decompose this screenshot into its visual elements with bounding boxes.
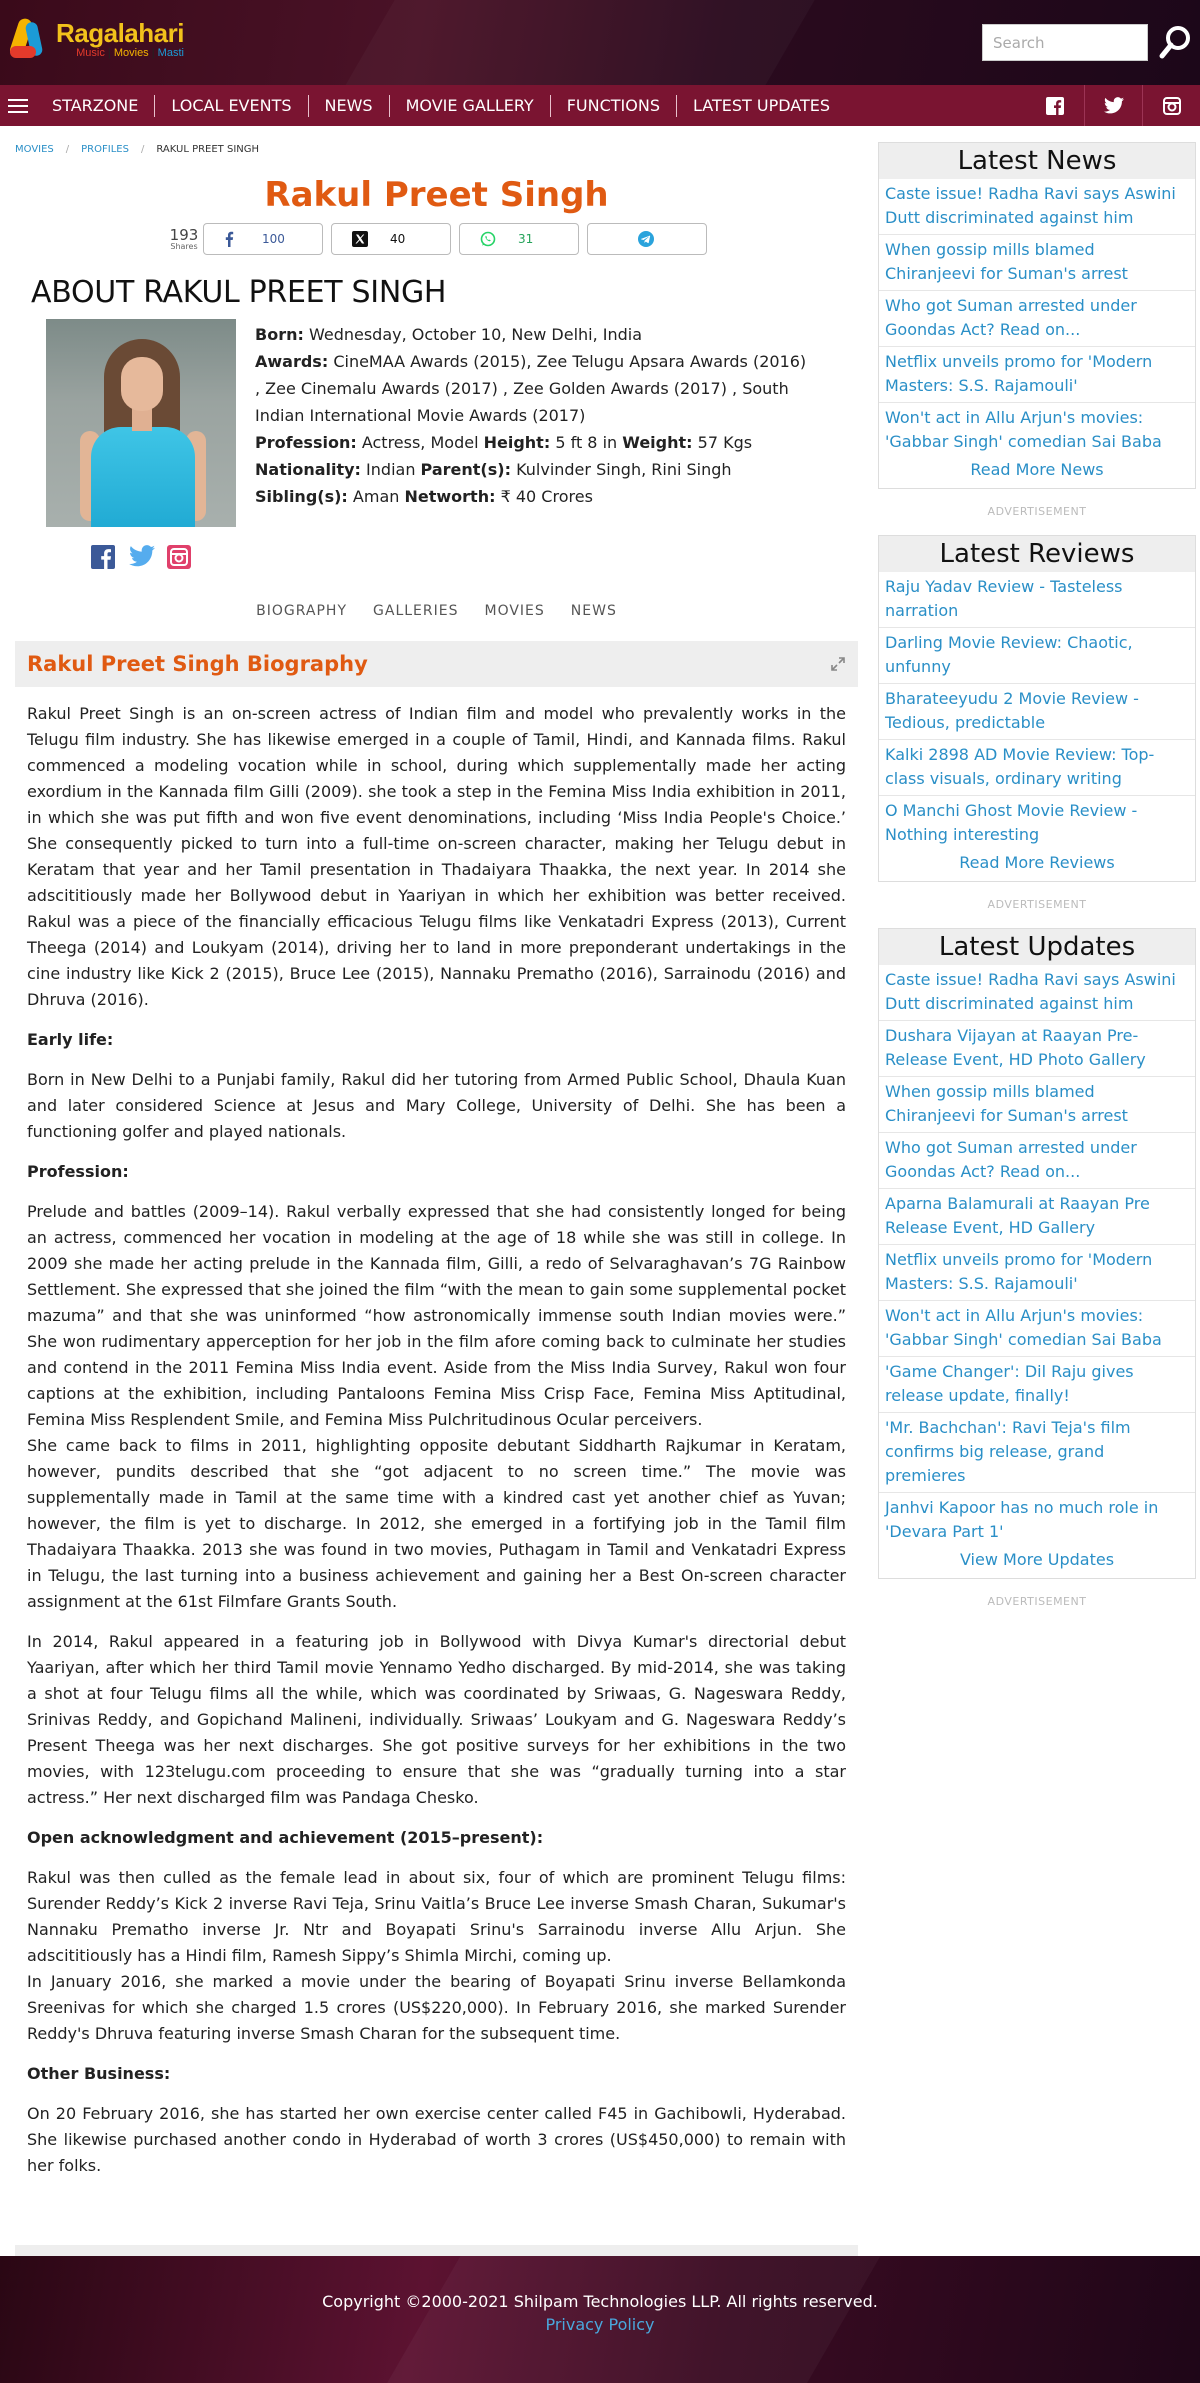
about-heading: ABOUT RAKUL PREET SINGH [31, 275, 447, 310]
section-tabs [15, 603, 858, 619]
awards-value: CineMAA Awards (2015), Zee Telugu Apsara Awards (2016) , Zee Cinemalu Awards (2017) , Zee Golden Awards (2017) , South Indian International Movie Awards (2017) [255, 352, 807, 425]
logo-name: Ragalahari [56, 18, 184, 48]
advertisement-label: ADVERTISEMENT [987, 505, 1087, 518]
bio-intro: Rakul Preet Singh is an on-screen actress of Indian film and model who prevalently works in the Telugu film industry. She has likewise emerged in a couple of Tamil, Hindi, and Kannada films. Rakul commenced a modeling vocation while in school, during which supplementally made her acting exordium in the Kannada film Gilli (2009). she took a step in the Femina Miss India exhibition in 2011, in which she was put fifth and won five event denominations, including ‘Miss India People's Choice.’ She consequently picked to turn into a full-time on-screen character, making her Telugu debut in Keratam that year and her Tamil presentation in Thadaiyara Thaakka, the next year. In 2014 she adscititiously made her Bollywood debut in Yaariyan in which her exhibition was better received. Rakul was a piece of the financially efficacious Telugu films like Venkatadri Express (2013), Current Theega (2014) and Loukyam (2014), driving her to land in more preponderant undertakings in the cine industry like Kick 2 (2015), Bruce Lee (2015), Nannaku Prematho (2016), Sarrainodu (2016) and Dhruva (2016). [27, 704, 846, 1009]
networth-value: ₹ 40 Crores [500, 487, 593, 506]
update-item[interactable]: Who got Suman arrested under Goondas Act? Read on... [879, 1133, 1195, 1189]
update-item[interactable]: Aparna Balamurali at Raayan Pre Release Event, HD Gallery [879, 1189, 1195, 1245]
share-facebook-button[interactable] [203, 223, 323, 255]
x-icon [352, 231, 368, 247]
logo-icon [10, 14, 54, 66]
main-nav [0, 85, 1200, 126]
share-whatsapp-button[interactable] [459, 223, 579, 255]
facebook-icon [224, 231, 234, 247]
nav-item-latest-updates[interactable]: LATEST UPDATES [692, 95, 830, 115]
nationality-value: Indian [366, 460, 416, 479]
advertisement-label: ADVERTISEMENT [987, 1595, 1087, 1608]
update-item[interactable]: 'Mr. Bachchan': Ravi Teja's film confirms big release, grand premieres [879, 1413, 1195, 1493]
facebook-icon[interactable] [1026, 85, 1084, 126]
review-item[interactable]: Bharateeyudu 2 Movie Review - Tedious, predictable [879, 684, 1195, 740]
page-title: Rakul Preet Singh [264, 175, 609, 215]
logo-tagline: Music | Movies | Masti [76, 47, 184, 59]
profession-value: Actress, Model [361, 433, 479, 452]
search-icon[interactable] [1158, 24, 1192, 60]
breadcrumb: MOVIES / PROFILES / RAKUL PREET SINGH [15, 143, 260, 155]
bio-recognition-2: In January 2016, she marked a movie under the bearing of Boyapati Srinu inverse Bellamkonda Sreenivas for which she charged 1.5 crores (US$220,000). In February 2016, she marked Surender Reddy's Dhruva featuring inverse Smash Charan for the subsequent time. [27, 1972, 846, 2043]
read-more-news-link[interactable]: Read More News [970, 460, 1104, 479]
main-column [15, 126, 858, 2337]
profile-photo[interactable] [46, 319, 236, 527]
update-item[interactable]: Netflix unveils promo for 'Modern Masters: S.S. Rajamouli' [879, 1245, 1195, 1301]
bio-early-life: Born in New Delhi to a Punjabi family, Rakul did her tutoring from Armed Public School, Dhaula Kuan and later considered Science at Jesus and Mary College, University of Delhi. She has been a functioning golfer and played nationals. [27, 1070, 846, 1141]
update-item[interactable]: Caste issue! Radha Ravi says Aswini Dutt discriminated against him [879, 965, 1195, 1021]
bio-profession-1: Prelude and battles (2009–14). Rakul verbally expressed that she had consistently longed for being an actress, commenced her vocation in modeling at the age of 18 while she was still in college. In 2009 she made her acting prelude in the Kannada film, Gilli, a redo of Selvaraghavan’s 7G Rainbow Settlement. She expressed that she joined the film “with the mean to gain some supplemental pocket mazuma” and that she was uninformed “how astronomically immense south Indian movies were.” She won rudimentary apperception for her job in the film afore coming back to culminate her studies and contend in the 2011 Femina Miss India event. Aside from the Miss India Survey, Rakul won four captions at the exhibition, including Pantaloons Femina Miss Crisp Face, Femina Miss Aptitudinal, Femina Miss Resplendent Smile, and Femina Miss Pulchritudinous Ocular perceivers. [27, 1202, 846, 1429]
profession-heading: Profession: [27, 1162, 129, 1181]
site-header [0, 0, 1200, 85]
latest-reviews-widget [878, 535, 1196, 882]
born-value: Wednesday, October 10, New Delhi, India [308, 325, 643, 344]
tab-movies[interactable]: MOVIES [484, 603, 545, 619]
update-item[interactable]: Janhvi Kapoor has no much role in 'Devara Part 1' [885, 1498, 1159, 1541]
recognition-heading: Open acknowledgment and achievement (2015–present): [27, 1828, 544, 1847]
share-telegram-button[interactable] [587, 223, 707, 255]
breadcrumb-current: RAKUL PREET SINGH [156, 143, 260, 155]
share-count: 193 Shares [169, 225, 199, 251]
review-item[interactable]: Kalki 2898 AD Movie Review: Top-class visuals, ordinary writing [879, 740, 1195, 796]
news-item[interactable]: Caste issue! Radha Ravi says Aswini Dutt discriminated against him [879, 179, 1195, 235]
share-bar [169, 223, 858, 255]
latest-updates-title: Latest Updates [879, 929, 1195, 965]
news-item[interactable]: Won't act in Allu Arjun's movies: 'Gabbar Singh' comedian Sai Baba [885, 408, 1162, 451]
twitter-icon[interactable] [1084, 85, 1142, 126]
twitter-icon[interactable] [129, 545, 153, 569]
share-x-count: 40 [390, 232, 406, 246]
weight-value: 57 Kgs [697, 433, 753, 452]
profile-details: Born: Wednesday, October 10, New Delhi, India Awards: CineMAA Awards (2015), Zee Telugu Apsara Awards (2016) , Zee Cinemalu Awards (2017) , Zee Golden Awards (2017) , South Indian International Movie Awards (2017) Profession: Actress, Model Height: 5 ft 8 in Weight: 57 Kgs Nationality: Indian Parent(s): Kulvinder Singh, Rini Singh Sibling(s): Aman Networth: ₹ 40 Crores [255, 325, 807, 506]
copyright-text: Copyright ©2000-2021 Shilpam Technologies LLP. All rights reserved. [322, 2292, 878, 2311]
news-item[interactable]: When gossip mills blamed Chiranjeevi for Suman's arrest [879, 235, 1195, 291]
site-footer [0, 2256, 1200, 2383]
nav-item-starzone[interactable]: STARZONE [36, 95, 155, 117]
nav-social-links [1026, 85, 1200, 126]
share-whatsapp-count: 31 [518, 232, 534, 246]
latest-reviews-title: Latest Reviews [879, 536, 1195, 572]
latest-news-title: Latest News [879, 143, 1195, 179]
review-item[interactable]: Raju Yadav Review - Tasteless narration [879, 572, 1195, 628]
review-item[interactable]: O Manchi Ghost Movie Review - Nothing interesting [885, 801, 1138, 844]
latest-updates-widget [878, 928, 1196, 1579]
nav-item-functions[interactable]: FUNCTIONS [551, 95, 677, 117]
nav-item-movie-gallery[interactable]: MOVIE GALLERY [390, 95, 551, 117]
page-content [0, 126, 1200, 2256]
early-life-heading: Early life: [27, 1030, 114, 1049]
sidebar [878, 126, 1196, 1625]
tab-news[interactable]: NEWS [570, 603, 617, 619]
latest-news-widget [878, 142, 1196, 489]
biography-header[interactable]: Rakul Preet Singh Biography [15, 641, 858, 687]
expand-icon [830, 656, 846, 672]
bio-other-business: On 20 February 2016, she has started her own exercise center called F45 in Gachibowli, Hyderabad. She likewise purchased another condo in Hyderabad of worth 3 crores (US$450,000) to remain with her folks. [27, 2104, 846, 2175]
facebook-icon[interactable] [91, 545, 115, 569]
height-value: 5 ft 8 in [555, 433, 618, 452]
bio-profession-2: She came back to films in 2011, highlighting opposite debutant Siddharth Rajkumar in Keratam, however, pundits described that she “got adjacent to no screen time.” The movie was supplementally made in Tamil at the same time with a kindred cast yet another chief as Yuvan; however, the film is yet to discharge. In 2012, she emerged in a fortifying job in the Tamil film Thadaiyara Thaakka. 2013 she was found in two movies, Puthagam in Tamil and Venkatadri Express in Telugu, the last turning into a business achievement and gaining her a Best On-screen character assignment at the 61st Filmfare Grants South. [27, 1436, 846, 1611]
share-x-button[interactable] [331, 223, 451, 255]
instagram-icon[interactable] [1142, 85, 1200, 126]
view-more-updates-link[interactable]: View More Updates [959, 1550, 1115, 1569]
privacy-policy-link[interactable]: Privacy Policy [545, 2315, 655, 2334]
tab-galleries[interactable]: GALLERIES [373, 603, 459, 619]
other-business-heading: Other Business: [27, 2064, 171, 2083]
read-more-reviews-link[interactable]: Read More Reviews [959, 853, 1115, 872]
profile-social-links [46, 545, 236, 569]
biography-content [15, 687, 858, 2179]
menu-icon[interactable] [8, 95, 28, 117]
instagram-icon[interactable] [167, 545, 191, 569]
update-item[interactable]: Dushara Vijayan at Raayan Pre-Release Event, HD Photo Gallery [879, 1021, 1195, 1077]
review-item[interactable]: Darling Movie Review: Chaotic, unfunny [879, 628, 1195, 684]
breadcrumb-profiles[interactable]: PROFILES [81, 143, 129, 155]
bio-recognition-1: Rakul was then culled as the female lead in about six, four of which are prominent Telugu films: Surender Reddy’s Kick 2 inverse Ravi Teja, Srinu Vaitla’s Bruce Lee inverse Smash Charan, Sukumar's Nannaku Prematho inverse Jr. Ntr and Boyapati Srinu's Sarrainodu inverse Allu Arjun. She adscititiously has a Hindi film, Ramesh Sippy’s Shimla Mirchi, coming up. [27, 1868, 846, 1965]
site-logo[interactable] [10, 14, 184, 66]
update-item[interactable]: 'Game Changer': Dil Raju gives release update, finally! [879, 1357, 1195, 1413]
parents-value: Kulvinder Singh, Rini Singh [516, 460, 732, 479]
bio-profession-3: In 2014, Rakul appeared in a featuring job in Bollywood with Divya Kumar's directorial debut Yaariyan, after which her third Tamil movie Yennamo Yedho discharged. By mid-2014, she was taking a shot at four Telugu films all the while, which was coordinated by Sriwaas, G. Nageswara Reddy, Srinivas Reddy, and Gopichand Malineni, individually. Sriwaas’ Loukyam and G. Nageswara Reddy’s Present Theega was her next discharges. She got positive surveys for her exhibitions in the two movies, with 123telugu.com proceeding to ensure that she was “gradually turning into a star actress.” Her next discharged film was Pandaga Chesko. [27, 1632, 846, 1807]
breadcrumb-movies[interactable]: MOVIES [15, 143, 54, 155]
siblings-value: Aman [352, 487, 400, 506]
nav-item-local-events[interactable]: LOCAL EVENTS [155, 95, 308, 117]
whatsapp-icon [480, 231, 496, 247]
search-input[interactable] [982, 24, 1148, 61]
tab-biography[interactable]: BIOGRAPHY [256, 603, 348, 619]
telegram-icon [638, 231, 654, 247]
news-item[interactable]: Netflix unveils promo for 'Modern Masters: S.S. Rajamouli' [879, 347, 1195, 403]
update-item[interactable]: When gossip mills blamed Chiranjeevi for Suman's arrest [879, 1077, 1195, 1133]
share-facebook-count: 100 [262, 232, 285, 246]
news-item[interactable]: Who got Suman arrested under Goondas Act? Read on... [879, 291, 1195, 347]
advertisement-label: ADVERTISEMENT [987, 898, 1087, 911]
nav-item-news[interactable]: NEWS [309, 95, 390, 117]
update-item[interactable]: Won't act in Allu Arjun's movies: 'Gabbar Singh' comedian Sai Baba [879, 1301, 1195, 1357]
profile-card [15, 319, 858, 569]
